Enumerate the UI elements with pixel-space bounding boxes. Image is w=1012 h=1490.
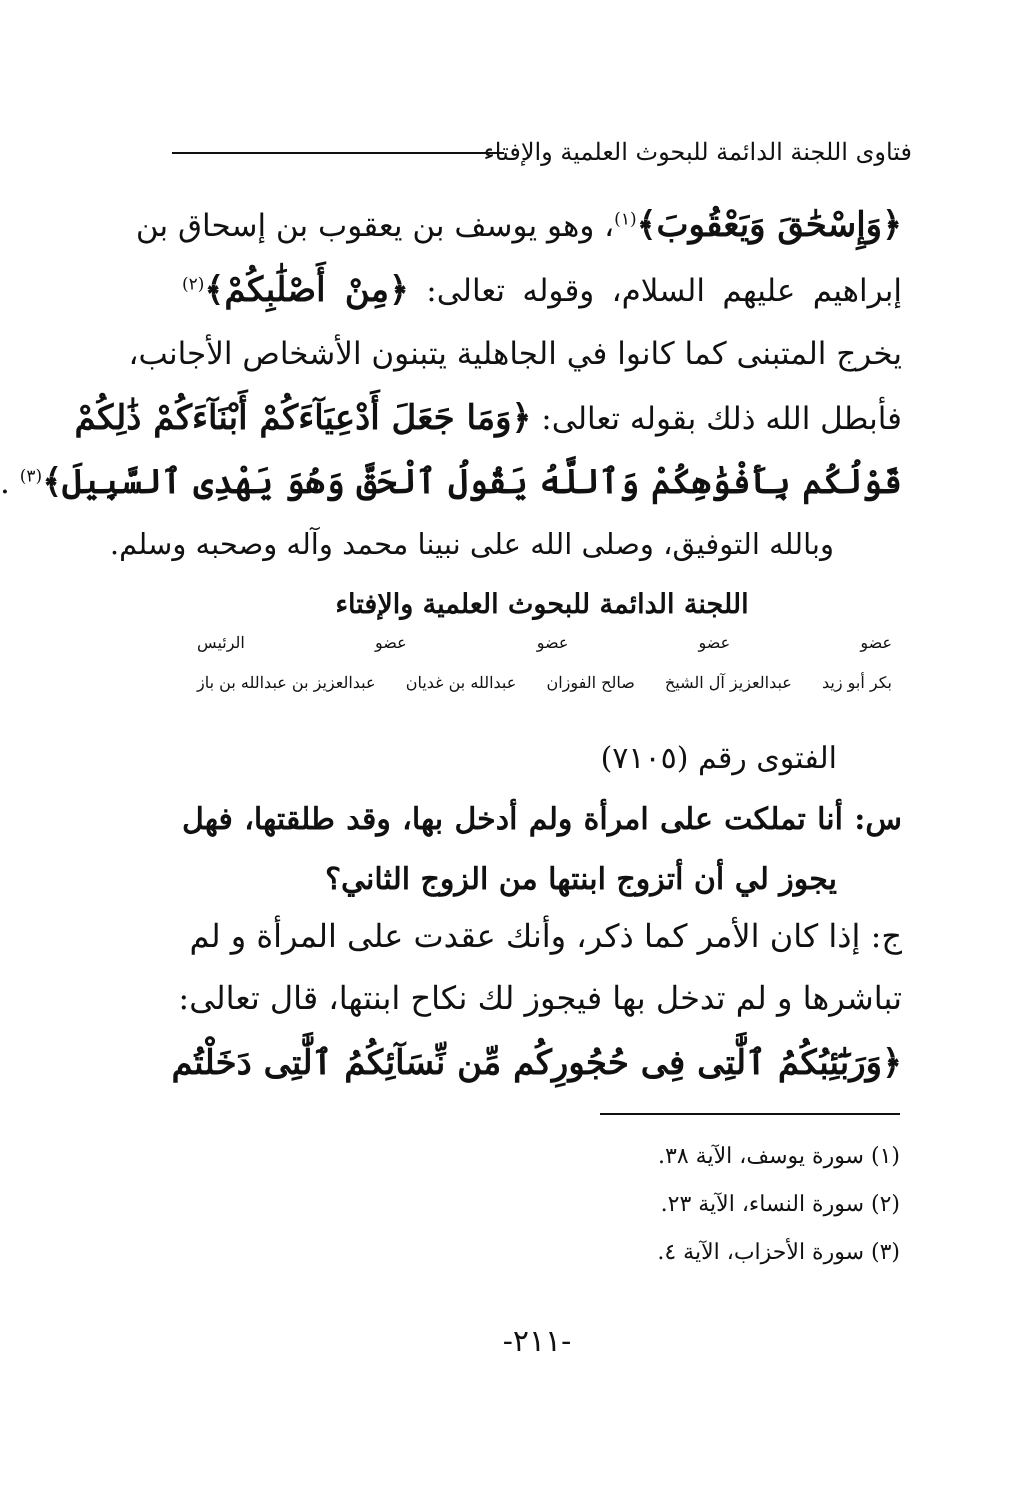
footnote-2: (٢) سورة النساء، الآية ٢٣. [660,1192,900,1217]
body-text: فأبطل الله ذلك بقوله تعالى: [531,401,902,437]
quran-verse-nisa-23: ﴿وَرَبَٰٓئِبُكُمُ ٱلَّٰتِى فِى حُجُورِكُم مِّن نِّسَآئِكُمُ ٱلَّٰتِى دَخَلْتُم [171,1043,902,1083]
footnote-separator [600,1113,900,1115]
answer-line-1: ج: إذا كان الأمر كما ذكر، وأنك عقدت على المرأة و لم [189,917,902,955]
page-number: -٢١١- [502,1324,572,1359]
signatory-name: بكر أبو زيد [821,673,892,692]
question-line-2: يجوز لي أن أتزوج ابنتها من الزوج الثاني؟ [325,862,837,897]
running-header [172,136,912,176]
signatory-name: صالح الفوزان [546,673,635,692]
footnote-ref-2: (٢) [182,274,205,295]
signatory-role: عضو [536,633,569,652]
signatory-name: عبدالله بن غديان [405,673,517,692]
body-text: يخرج المتبنى كما كانوا في الجاهلية يتبنون الأشخاص الأجانب، [128,336,902,372]
body-line-1 [135,202,902,252]
question-line-1: س: أنا تملكت على امرأة ولم أدخل بها، وقد طلقتها، فهل [182,802,902,837]
quran-verse-yusuf: ﴿وَإِسْحَٰقَ وَيَعْقُوبَ﴾ [636,205,902,245]
committee-title: اللجنة الدائمة للبحوث العلمية والإفتاء [335,589,749,620]
quran-verse-ahzab-part2: قَوْلُكُم بِأَفْوَٰهِكُمْ وَٱللَّهُ يَقُولُ ٱلْحَقَّ وَهُوَ يَهْدِى ٱلسَّبِيلَ﴾ [42,462,902,502]
signatory-role: عضو [698,633,731,652]
body-text: . [0,465,20,501]
body-line-3 [128,331,902,381]
body-line-5 [0,459,902,509]
body-line-4 [74,395,902,445]
closing-prayer: وبالله التوفيق، وصلى الله على نبينا محمد وآله وصحبه وسلم. [109,527,834,561]
signatory-roles [197,632,892,654]
footnote-1: (١) سورة يوسف، الآية ٣٨. [658,1144,900,1169]
body-text: ، وهو يوسف بن يعقوب بن إسحاق بن [135,208,615,244]
quran-verse-nisa: ﴿مِنْ أَصْلَٰبِكُمْ﴾ [204,270,409,310]
fatwa-number: الفتوى رقم (٧١٠٥) [600,741,837,776]
answer-line-2: تباشرها و لم تدخل بها فيجوز لك نكاح ابنتها، قال تعالى: [178,979,902,1017]
signatory-name: عبدالعزيز بن عبدالله بن باز [197,673,376,692]
footnote-ref-3: (٣) [19,466,43,487]
signatory-role: الرئيس [197,633,245,652]
footnote-3: (٣) سورة الأحزاب، الآية ٤. [657,1240,900,1265]
signatory-role: عضو [374,633,407,652]
footnote-ref-1: (١) [614,209,637,230]
signatory-role: عضو [860,633,892,652]
answer-quran-line [171,1040,902,1090]
header-title: فتاوى اللجنة الدائمة للبحوث العلمية والإفتاء [483,138,912,166]
header-rule [172,152,504,154]
body-text: إبراهيم عليهم السلام، وقوله تعالى: [408,273,902,309]
quran-verse-ahzab-part1: ﴿وَمَا جَعَلَ أَدْعِيَآءَكُمْ أَبْنَآءَكُمْ ذَٰلِكُمْ [74,398,532,438]
signatory-name: عبدالعزيز آل الشيخ [664,673,792,692]
body-line-2 [182,267,902,317]
signatory-names [197,672,892,694]
